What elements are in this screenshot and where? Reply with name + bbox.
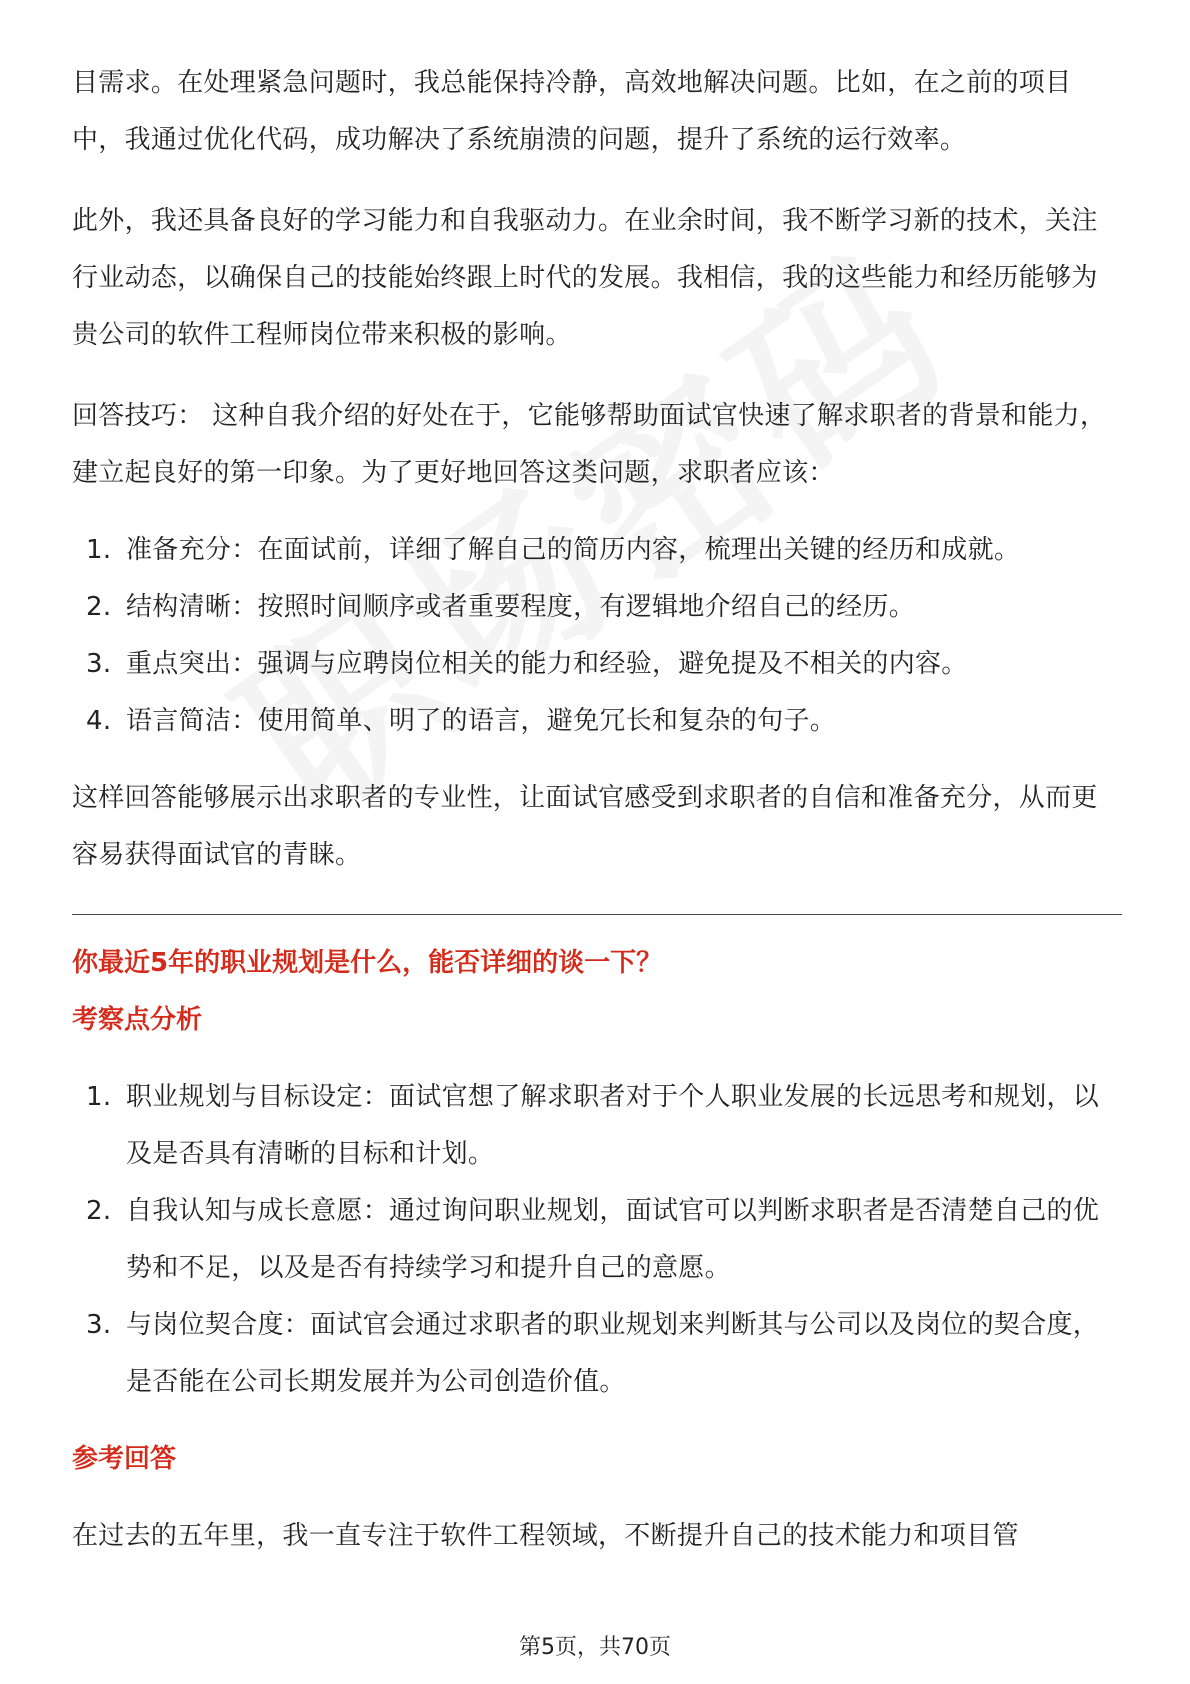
list-item <box>72 1183 1122 1297</box>
list-number: 3. <box>86 1310 112 1340</box>
list-item <box>72 579 1122 636</box>
answer-tips-intro: 回答技巧： 这种自我介绍的好处在于，它能够帮助面试官快速了解求职者的背景和能力，建立起良好的第一印象。为了更好地回答这类问题，求职者应该： <box>72 401 1107 488</box>
list-number: 3. <box>86 649 112 679</box>
reference-answer-paragraph: 在过去的五年里，我一直专注于软件工程领域，不断提升自己的技术能力和项目管 <box>72 1521 1019 1551</box>
list-number: 1. <box>86 535 112 565</box>
list-item <box>72 1297 1122 1411</box>
document-page <box>72 55 1122 1565</box>
list-item <box>72 522 1122 579</box>
analysis-heading: 考察点分析 <box>72 1005 203 1035</box>
list-item-text: 重点突出：强调与应聘岗位相关的能力和经验，避免提及不相关的内容。 <box>126 649 968 679</box>
list-item-text: 自我认知与成长意愿：通过询问职业规划，面试官可以判断求职者是否清楚自己的优势和不足，以及是否有持续学习和提升自己的意愿。 <box>126 1196 1100 1283</box>
list-number: 2. <box>86 592 112 622</box>
list-number: 2. <box>86 1196 112 1226</box>
paragraph-learning-ability: 此外，我还具备良好的学习能力和自我驱动力。在业余时间，我不断学习新的技术，关注行业动态，以确保自己的技能始终跟上时代的发展。我相信，我的这些能力和经历能够为贵公司的软件工程师岗位带来积极的影响。 <box>72 206 1098 350</box>
list-item-text: 准备充分：在面试前，详细了解自己的简历内容，梳理出关键的经历和成就。 <box>126 535 1021 565</box>
conclusion-paragraph: 这样回答能够展示出求职者的专业性，让面试官感受到求职者的自信和准备充分，从而更容易获得面试官的青睐。 <box>72 783 1098 870</box>
question-heading: 你最近5年的职业规划是什么，能否详细的谈一下？ <box>72 948 663 978</box>
list-item-text: 语言简洁：使用简单、明了的语言，避免冗长和复杂的句子。 <box>126 706 837 736</box>
list-item <box>72 1069 1122 1183</box>
answer-tips-list <box>72 522 1122 750</box>
list-number: 4. <box>86 706 112 736</box>
list-item <box>72 636 1122 693</box>
list-item-text: 与岗位契合度：面试官会通过求职者的职业规划来判断其与公司以及岗位的契合度，是否能在公司长期发展并为公司创造价值。 <box>126 1310 1100 1397</box>
page-number: 第5页，共70页 <box>519 1635 671 1660</box>
paragraph-continued: 目需求。在处理紧急问题时，我总能保持冷静，高效地解决问题。比如，在之前的项目中，我通过优化代码，成功解决了系统崩溃的问题，提升了系统的运行效率。 <box>72 68 1072 155</box>
list-number: 1. <box>86 1082 112 1112</box>
list-item <box>72 693 1122 750</box>
section-divider <box>72 914 1122 915</box>
analysis-points-list <box>72 1069 1122 1411</box>
list-item-text: 结构清晰：按照时间顺序或者重要程度，有逻辑地介绍自己的经历。 <box>126 592 916 622</box>
list-item-text: 职业规划与目标设定：面试官想了解求职者对于个人职业发展的长远思考和规划，以及是否具有清晰的目标和计划。 <box>126 1082 1100 1169</box>
answer-heading: 参考回答 <box>72 1444 177 1474</box>
